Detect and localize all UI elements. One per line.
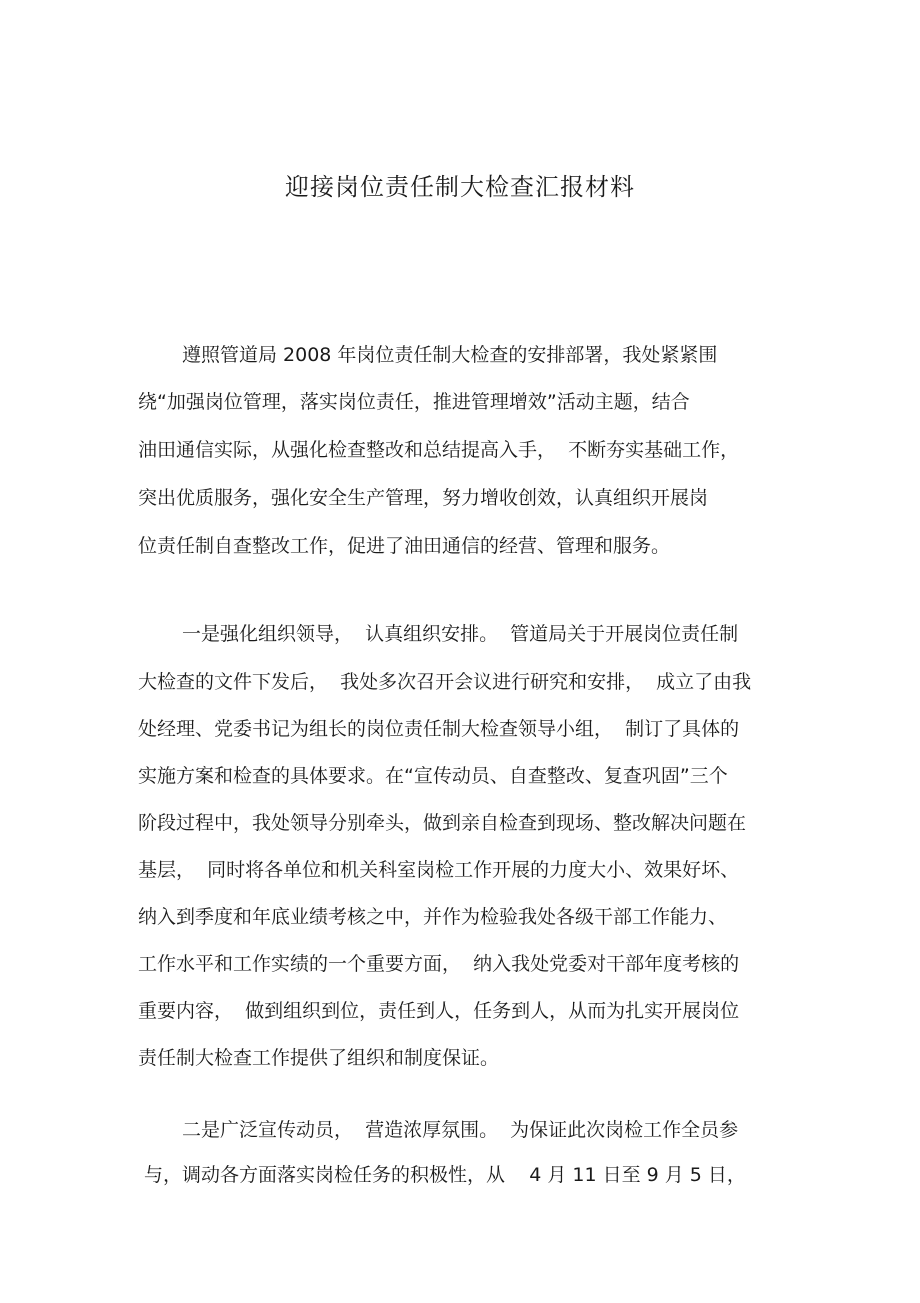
paragraph-2-line-9: 重要内容， 做到组织到位，责任到人，任务到人，从而为扎实开展岗位: [138, 1000, 740, 1022]
paragraph-2-line-8: 工作水平和工作实绩的一个重要方面， 纳入我处党委对干部年度考核的: [138, 953, 740, 975]
paragraph-1-line-1: 遵照管道局 2008 年岗位责任制大检查的安排部署，我处紧紧围: [182, 344, 718, 366]
paragraph-2-line-6: 基层， 同时将各单位和机关科室岗检工作开展的力度大小、效果好坏、: [138, 859, 740, 881]
paragraph-2-line-2: 大检查的文件下发后， 我处多次召开会议进行研究和安排， 成立了由我: [138, 671, 752, 693]
paragraph-3-line-1: 二是广泛宣传动员， 营造浓厚氛围。 为保证此次岗检工作全员参: [182, 1119, 739, 1141]
paragraph-1-line-5: 位责任制自查整改工作，促进了油田通信的经营、管理和服务。: [138, 535, 671, 557]
document-title: 迎接岗位责任制大检查汇报材料: [285, 173, 635, 201]
paragraph-2-line-5: 阶段过程中，我处领导分别牵头，做到亲自检查到现场、整改解决问题在: [138, 812, 747, 834]
paragraph-2-line-10: 责任制大检查工作提供了组织和制度保证。: [138, 1047, 500, 1069]
paragraph-1-line-4: 突出优质服务，强化安全生产管理，努力增收创效，认真组织开展岗: [138, 487, 709, 509]
paragraph-2-line-7: 纳入到季度和年底业绩考核之中，并作为检验我处各级干部工作能力、: [138, 906, 728, 928]
paragraph-2-line-1: 一是强化组织领导， 认真组织安排。 管道局关于开展岗位责任制: [182, 623, 739, 645]
paragraph-1-line-2: 绕“加强岗位管理，落实岗位责任，推进管理增效”活动主题，结合: [138, 391, 690, 413]
paragraph-3-line-2: 与，调动各方面落实岗检任务的积极性，从 4 月 11 日至 9 月 5 日，: [138, 1164, 746, 1186]
paragraph-1-line-3: 油田通信实际，从强化检查整改和总结提高入手， 不断夯实基础工作，: [138, 439, 740, 461]
paragraph-2-line-3: 处经理、党委书记为组长的岗位责任制大检查领导小组， 制订了具体的: [138, 718, 740, 740]
paragraph-2-line-4: 实施方案和检查的具体要求。在“宣传动员、自查整改、复查巩固”三个: [138, 765, 728, 787]
